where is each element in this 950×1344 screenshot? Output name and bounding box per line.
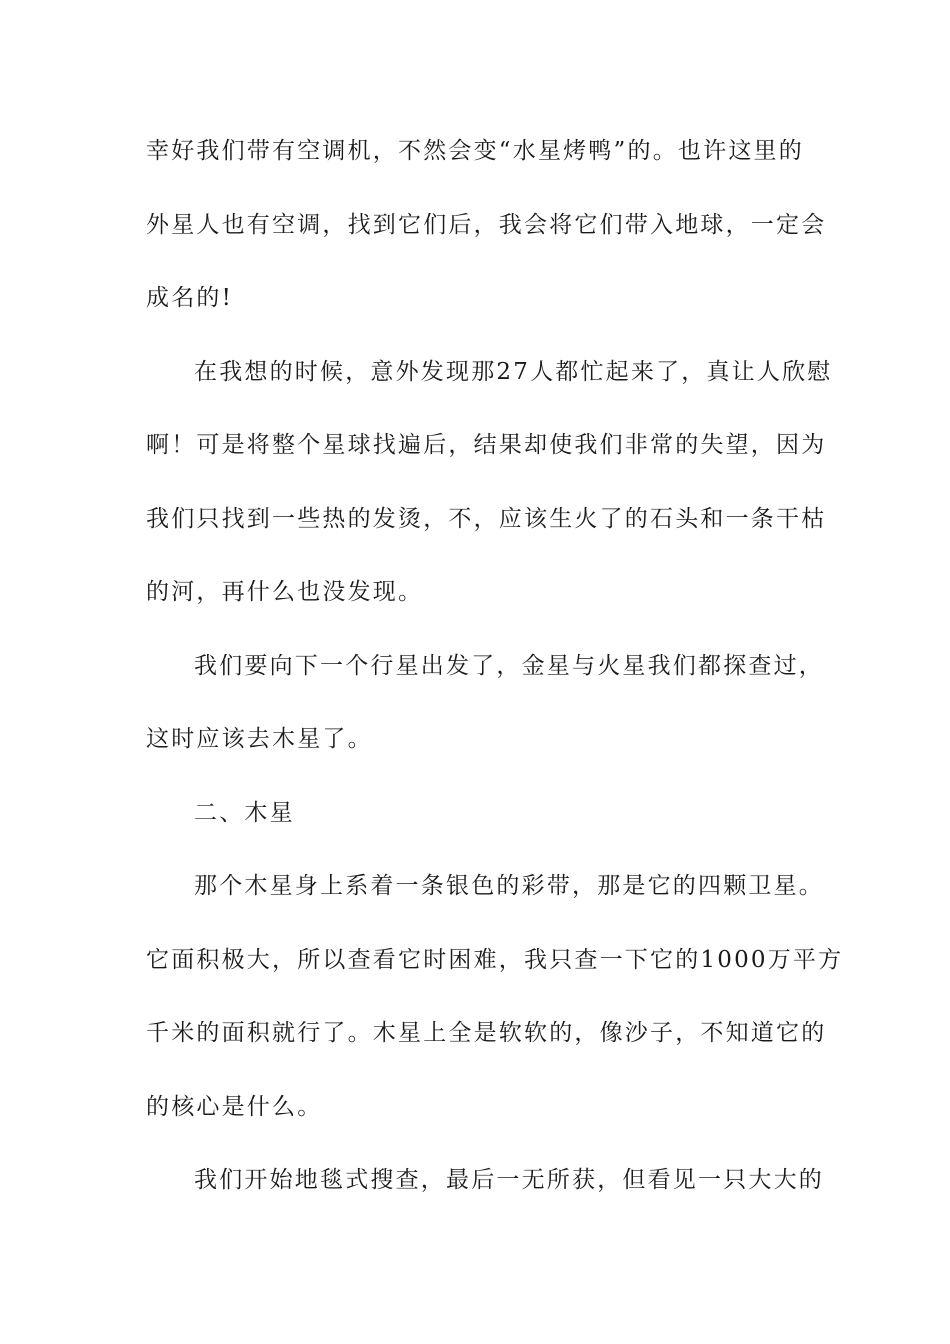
text-line: 的核心是什么。 bbox=[146, 1093, 323, 1120]
text-line: 它面积极大，所以查看它时困难，我只查一下它的1000万平方 bbox=[146, 946, 844, 973]
text-line: 外星人也有空调，找到它们后，我会将它们带入地球，一定会 bbox=[146, 211, 827, 238]
text-line: 幸好我们带有空调机，不然会变“水星烤鸭”的。也许这里的 bbox=[146, 138, 804, 164]
section-heading: 二、木星 bbox=[194, 799, 295, 826]
text-line: 千米的面积就行了。木星上全是软软的，像沙子，不知道它的 bbox=[146, 1020, 827, 1046]
paragraph-start-line: 我们开始地毯式搜查，最后一无所获，但看见一只大大的 bbox=[194, 1167, 824, 1193]
text-line: 啊！可是将整个星球找遍后，结果却使我们非常的失望，因为 bbox=[146, 432, 827, 458]
paragraph-start-line: 我们要向下一个行星出发了，金星与火星我们都探查过， bbox=[194, 652, 824, 679]
document-body bbox=[146, 128, 844, 1231]
paragraph-start-line: 在我想的时候，意外发现那27人都忙起来了，真让人欣慰 bbox=[194, 358, 833, 385]
text-line: 成名的! bbox=[146, 285, 234, 311]
text-line: 的河，再什么也没发现。 bbox=[146, 579, 424, 605]
text-line: 我们只找到一些热的发烫，不，应该生火了的石头和一条干枯 bbox=[146, 505, 827, 532]
text-line: 这时应该去木星了。 bbox=[146, 726, 373, 752]
paragraph-start-line: 那个木星身上系着一条银色的彩带，那是它的四颗卫星。 bbox=[194, 873, 824, 899]
